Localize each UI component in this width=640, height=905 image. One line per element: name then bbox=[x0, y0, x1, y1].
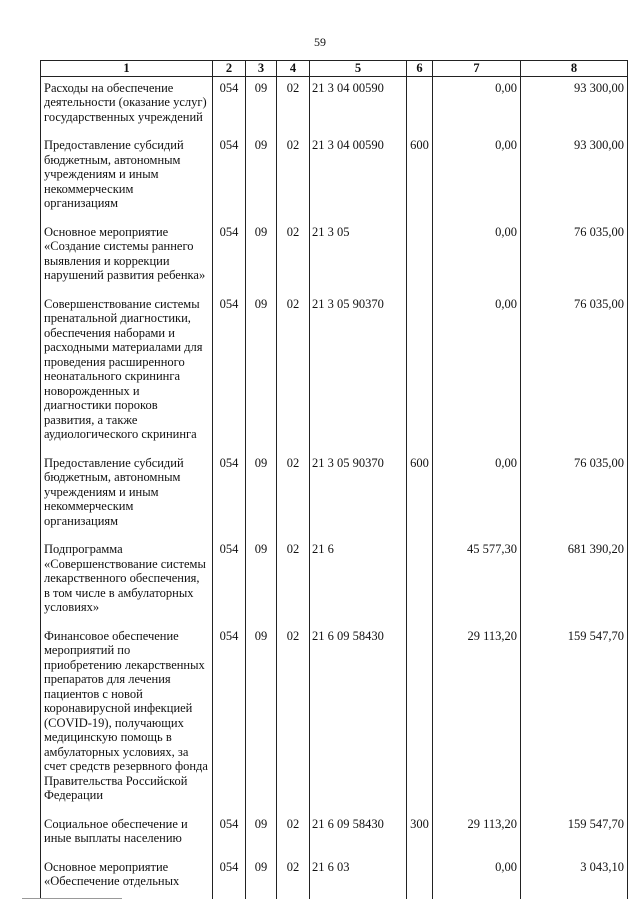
row-subsection: 02 bbox=[277, 293, 310, 452]
row-name: Совершенствование системы пренатальной диагностики, обеспечения наборами и расходными материалами для проведения расширенного неонатального скрининга новорожденных и диагностики пороков развития, а также аудиологического скрининга bbox=[41, 293, 213, 452]
row-name: Социальное обеспечение и иные выплаты населению bbox=[41, 813, 213, 856]
table-body bbox=[41, 76, 628, 899]
row-target-item: 21 6 bbox=[310, 538, 407, 625]
row-subsection: 02 bbox=[277, 538, 310, 625]
header-col-8: 8 bbox=[521, 61, 628, 77]
table-row bbox=[41, 452, 628, 539]
row-amount-2: 76 035,00 bbox=[521, 293, 628, 452]
row-amount-1: 0,00 bbox=[433, 452, 521, 539]
row-expense-type bbox=[407, 76, 433, 134]
row-subsection: 02 bbox=[277, 452, 310, 539]
row-subsection: 02 bbox=[277, 134, 310, 221]
row-ministry-code: 054 bbox=[213, 856, 246, 899]
header-col-3: 3 bbox=[246, 61, 277, 77]
table-row bbox=[41, 221, 628, 293]
row-subsection: 02 bbox=[277, 813, 310, 856]
row-name: Подпрограмма «Совершенствование системы лекарственного обеспечения, в том числе в амбулаторных условиях» bbox=[41, 538, 213, 625]
row-ministry-code: 054 bbox=[213, 538, 246, 625]
row-ministry-code: 054 bbox=[213, 452, 246, 539]
row-amount-1: 29 113,20 bbox=[433, 813, 521, 856]
table-row bbox=[41, 76, 628, 134]
row-amount-1: 29 113,20 bbox=[433, 625, 521, 813]
row-amount-1: 0,00 bbox=[433, 134, 521, 221]
header-col-1: 1 bbox=[41, 61, 213, 77]
row-amount-2: 681 390,20 bbox=[521, 538, 628, 625]
page-number: 59 bbox=[314, 35, 326, 49]
row-ministry-code: 054 bbox=[213, 134, 246, 221]
row-subsection: 02 bbox=[277, 221, 310, 293]
table-row bbox=[41, 134, 628, 221]
row-expense-type: 600 bbox=[407, 452, 433, 539]
row-ministry-code: 054 bbox=[213, 221, 246, 293]
row-target-item: 21 3 05 bbox=[310, 221, 407, 293]
row-ministry-code: 054 bbox=[213, 813, 246, 856]
row-target-item: 21 3 05 90370 bbox=[310, 452, 407, 539]
row-expense-type bbox=[407, 293, 433, 452]
row-expense-type bbox=[407, 221, 433, 293]
row-amount-1: 45 577,30 bbox=[433, 538, 521, 625]
table-row bbox=[41, 813, 628, 856]
header-col-5: 5 bbox=[310, 61, 407, 77]
row-amount-1: 0,00 bbox=[433, 293, 521, 452]
row-expense-type: 600 bbox=[407, 134, 433, 221]
row-section: 09 bbox=[246, 856, 277, 899]
row-section: 09 bbox=[246, 76, 277, 134]
row-name: Финансовое обеспечение мероприятий по приобретению лекарственных препаратов для лечения пациентов с новой коронавирусной инфекцией (COVID-19), получающих медицинскую помощь в амбулаторных условиях, за счет средств резервного фонда Правительства Российской Федерации bbox=[41, 625, 213, 813]
row-target-item: 21 3 04 00590 bbox=[310, 134, 407, 221]
row-subsection: 02 bbox=[277, 76, 310, 134]
row-ministry-code: 054 bbox=[213, 76, 246, 134]
row-name: Основное мероприятие «Создание системы раннего выявления и коррекции нарушений развития ребенка» bbox=[41, 221, 213, 293]
row-target-item: 21 6 03 bbox=[310, 856, 407, 899]
row-subsection: 02 bbox=[277, 856, 310, 899]
table-row bbox=[41, 538, 628, 625]
row-expense-type: 300 bbox=[407, 813, 433, 856]
header-row bbox=[41, 61, 628, 77]
row-name: Расходы на обеспечение деятельности (оказание услуг) государственных учреждений bbox=[41, 76, 213, 134]
row-amount-1: 0,00 bbox=[433, 221, 521, 293]
row-target-item: 21 6 09 58430 bbox=[310, 625, 407, 813]
row-amount-2: 159 547,70 bbox=[521, 625, 628, 813]
table-header bbox=[41, 61, 628, 77]
row-ministry-code: 054 bbox=[213, 293, 246, 452]
row-section: 09 bbox=[246, 221, 277, 293]
row-amount-2: 93 300,00 bbox=[521, 134, 628, 221]
row-section: 09 bbox=[246, 293, 277, 452]
row-name: Предоставление субсидий бюджетным, автономным учреждениям и иным некоммерческим организациям bbox=[41, 452, 213, 539]
row-section: 09 bbox=[246, 538, 277, 625]
table-row bbox=[41, 293, 628, 452]
row-section: 09 bbox=[246, 625, 277, 813]
row-target-item: 21 6 09 58430 bbox=[310, 813, 407, 856]
row-section: 09 bbox=[246, 452, 277, 539]
row-target-item: 21 3 05 90370 bbox=[310, 293, 407, 452]
footer-divider bbox=[22, 898, 122, 899]
row-name: Предоставление субсидий бюджетным, автономным учреждениям и иным некоммерческим организациям bbox=[41, 134, 213, 221]
row-amount-2: 76 035,00 bbox=[521, 452, 628, 539]
table-row bbox=[41, 625, 628, 813]
row-amount-1: 0,00 bbox=[433, 76, 521, 134]
table-row bbox=[41, 856, 628, 899]
row-expense-type bbox=[407, 538, 433, 625]
row-name: Основное мероприятие «Обеспечение отдельных bbox=[41, 856, 213, 899]
header-col-7: 7 bbox=[433, 61, 521, 77]
budget-table-container bbox=[40, 60, 627, 899]
budget-table bbox=[40, 60, 628, 899]
header-col-6: 6 bbox=[407, 61, 433, 77]
row-subsection: 02 bbox=[277, 625, 310, 813]
row-expense-type bbox=[407, 625, 433, 813]
row-amount-2: 3 043,10 bbox=[521, 856, 628, 899]
row-amount-2: 159 547,70 bbox=[521, 813, 628, 856]
row-amount-2: 76 035,00 bbox=[521, 221, 628, 293]
header-col-2: 2 bbox=[213, 61, 246, 77]
row-section: 09 bbox=[246, 813, 277, 856]
header-col-4: 4 bbox=[277, 61, 310, 77]
row-target-item: 21 3 04 00590 bbox=[310, 76, 407, 134]
row-expense-type bbox=[407, 856, 433, 899]
row-amount-1: 0,00 bbox=[433, 856, 521, 899]
row-amount-2: 93 300,00 bbox=[521, 76, 628, 134]
row-section: 09 bbox=[246, 134, 277, 221]
row-ministry-code: 054 bbox=[213, 625, 246, 813]
